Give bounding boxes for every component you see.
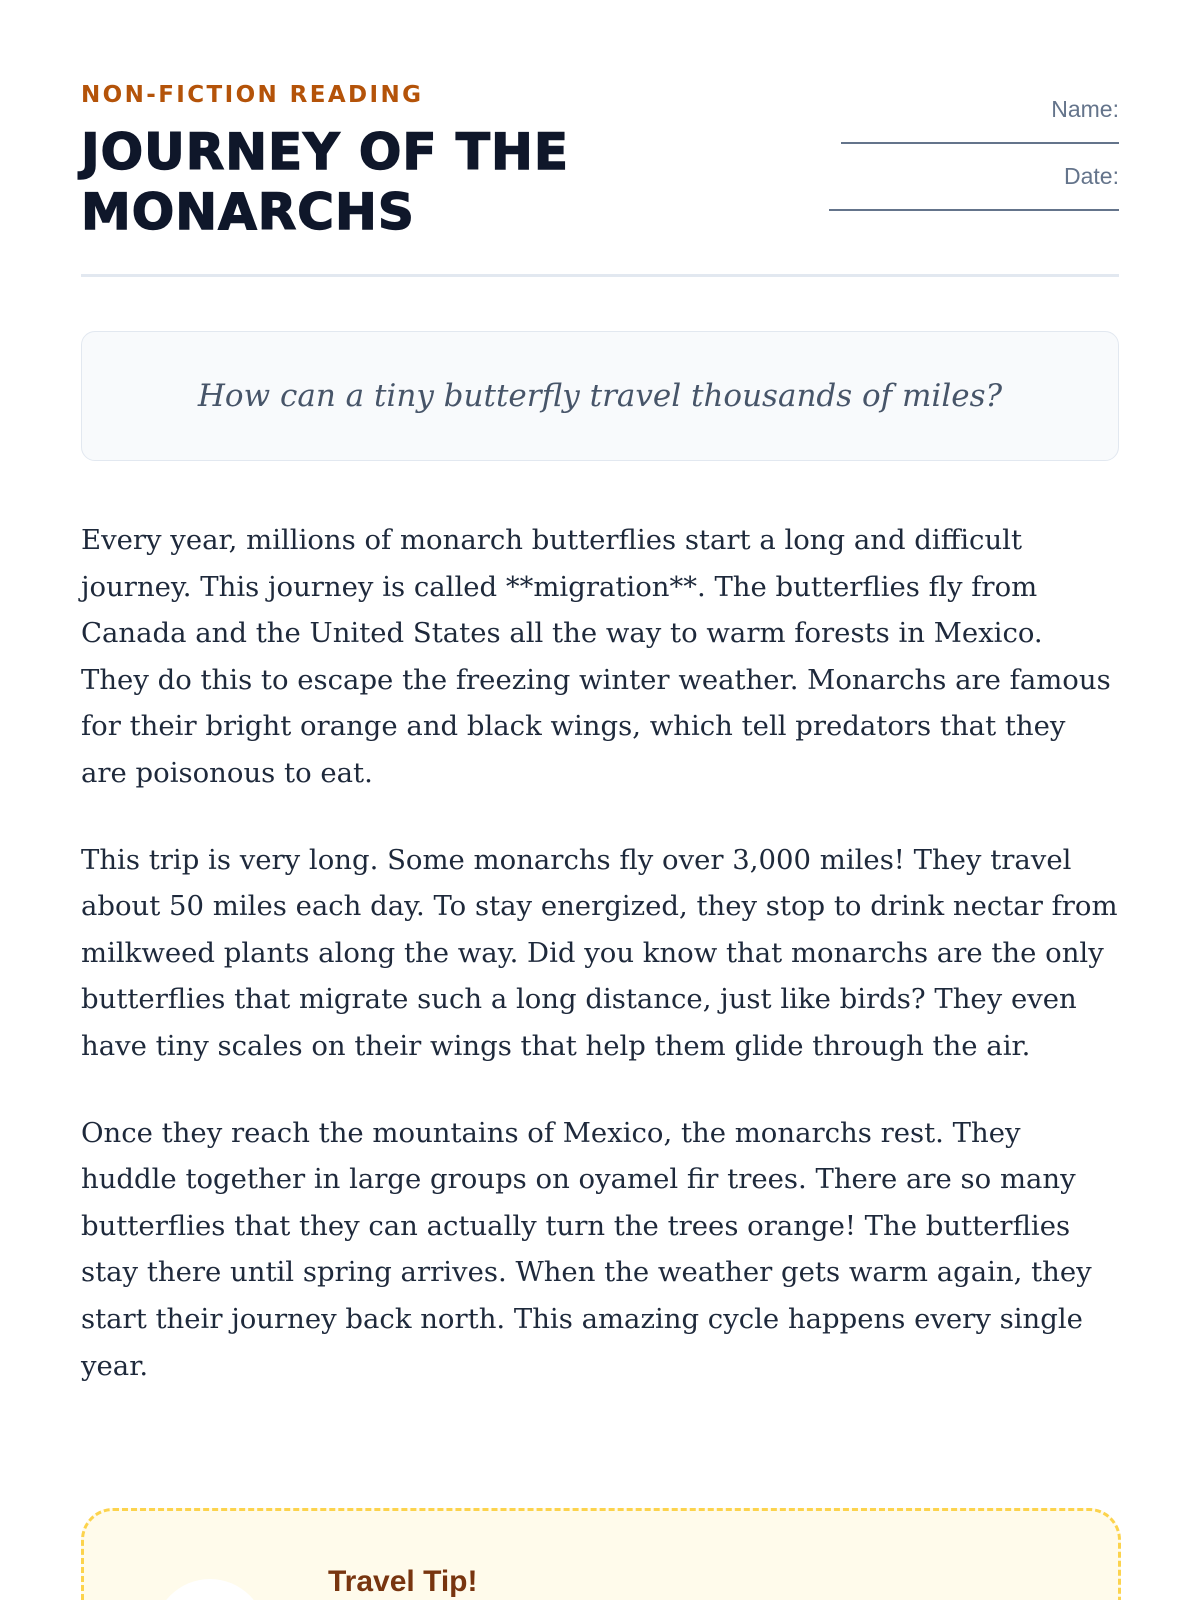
name-row bbox=[829, 96, 1119, 163]
section-kicker: NON-FICTION READING bbox=[81, 82, 424, 108]
passage-paragraph-2: This trip is very long. Some monarchs fly over 3,000 miles! They travel about 50 miles each day. To stay energized, they stop to drink nectar from milkweed plants along the way. Did you know that monarchs are the only butterflies that migrate such a long distance, just like birds? They even have tiny scales on their wings that help them glide through the air. bbox=[81, 843, 1118, 1062]
date-label: Date: bbox=[1064, 163, 1119, 189]
tip-title: Travel Tip! bbox=[328, 1565, 478, 1598]
passage-paragraph-3: Once they reach the mountains of Mexico, the monarchs rest. They huddle together in large groups on oyamel fir trees. There are so many butterflies that they can actually turn the trees orange! The butterflies stay there until spring arrives. When the weather gets warm again, they start their journey back north. This amazing cycle happens every single year. bbox=[81, 1116, 1092, 1382]
date-row bbox=[829, 163, 1119, 230]
name-label: Name: bbox=[1051, 96, 1119, 122]
student-info bbox=[829, 80, 1119, 230]
worksheet-header bbox=[81, 80, 1119, 277]
reading-passage bbox=[81, 517, 1119, 1389]
title-block bbox=[81, 80, 641, 242]
essential-question-box bbox=[81, 331, 1119, 461]
name-line bbox=[841, 124, 1119, 144]
date-line bbox=[829, 191, 1119, 211]
tip-badge-icon bbox=[154, 1579, 266, 1600]
passage-paragraph-1: Every year, millions of monarch butterflies start a long and difficult journey. This journey is called **migration**. The butterflies fly from Canada and the United States all the way to warm forests in Mexico. They do this to escape the freezing winter weather. Monarchs are famous for their bright orange and black wings, which tell predators that they are poisonous to eat. bbox=[81, 524, 1111, 789]
travel-tip-box bbox=[81, 1508, 1121, 1600]
essential-question: How can a tiny butterfly travel thousands of miles? bbox=[197, 378, 1003, 414]
page-title: JOURNEY OF THE MONARCHS bbox=[81, 123, 569, 241]
